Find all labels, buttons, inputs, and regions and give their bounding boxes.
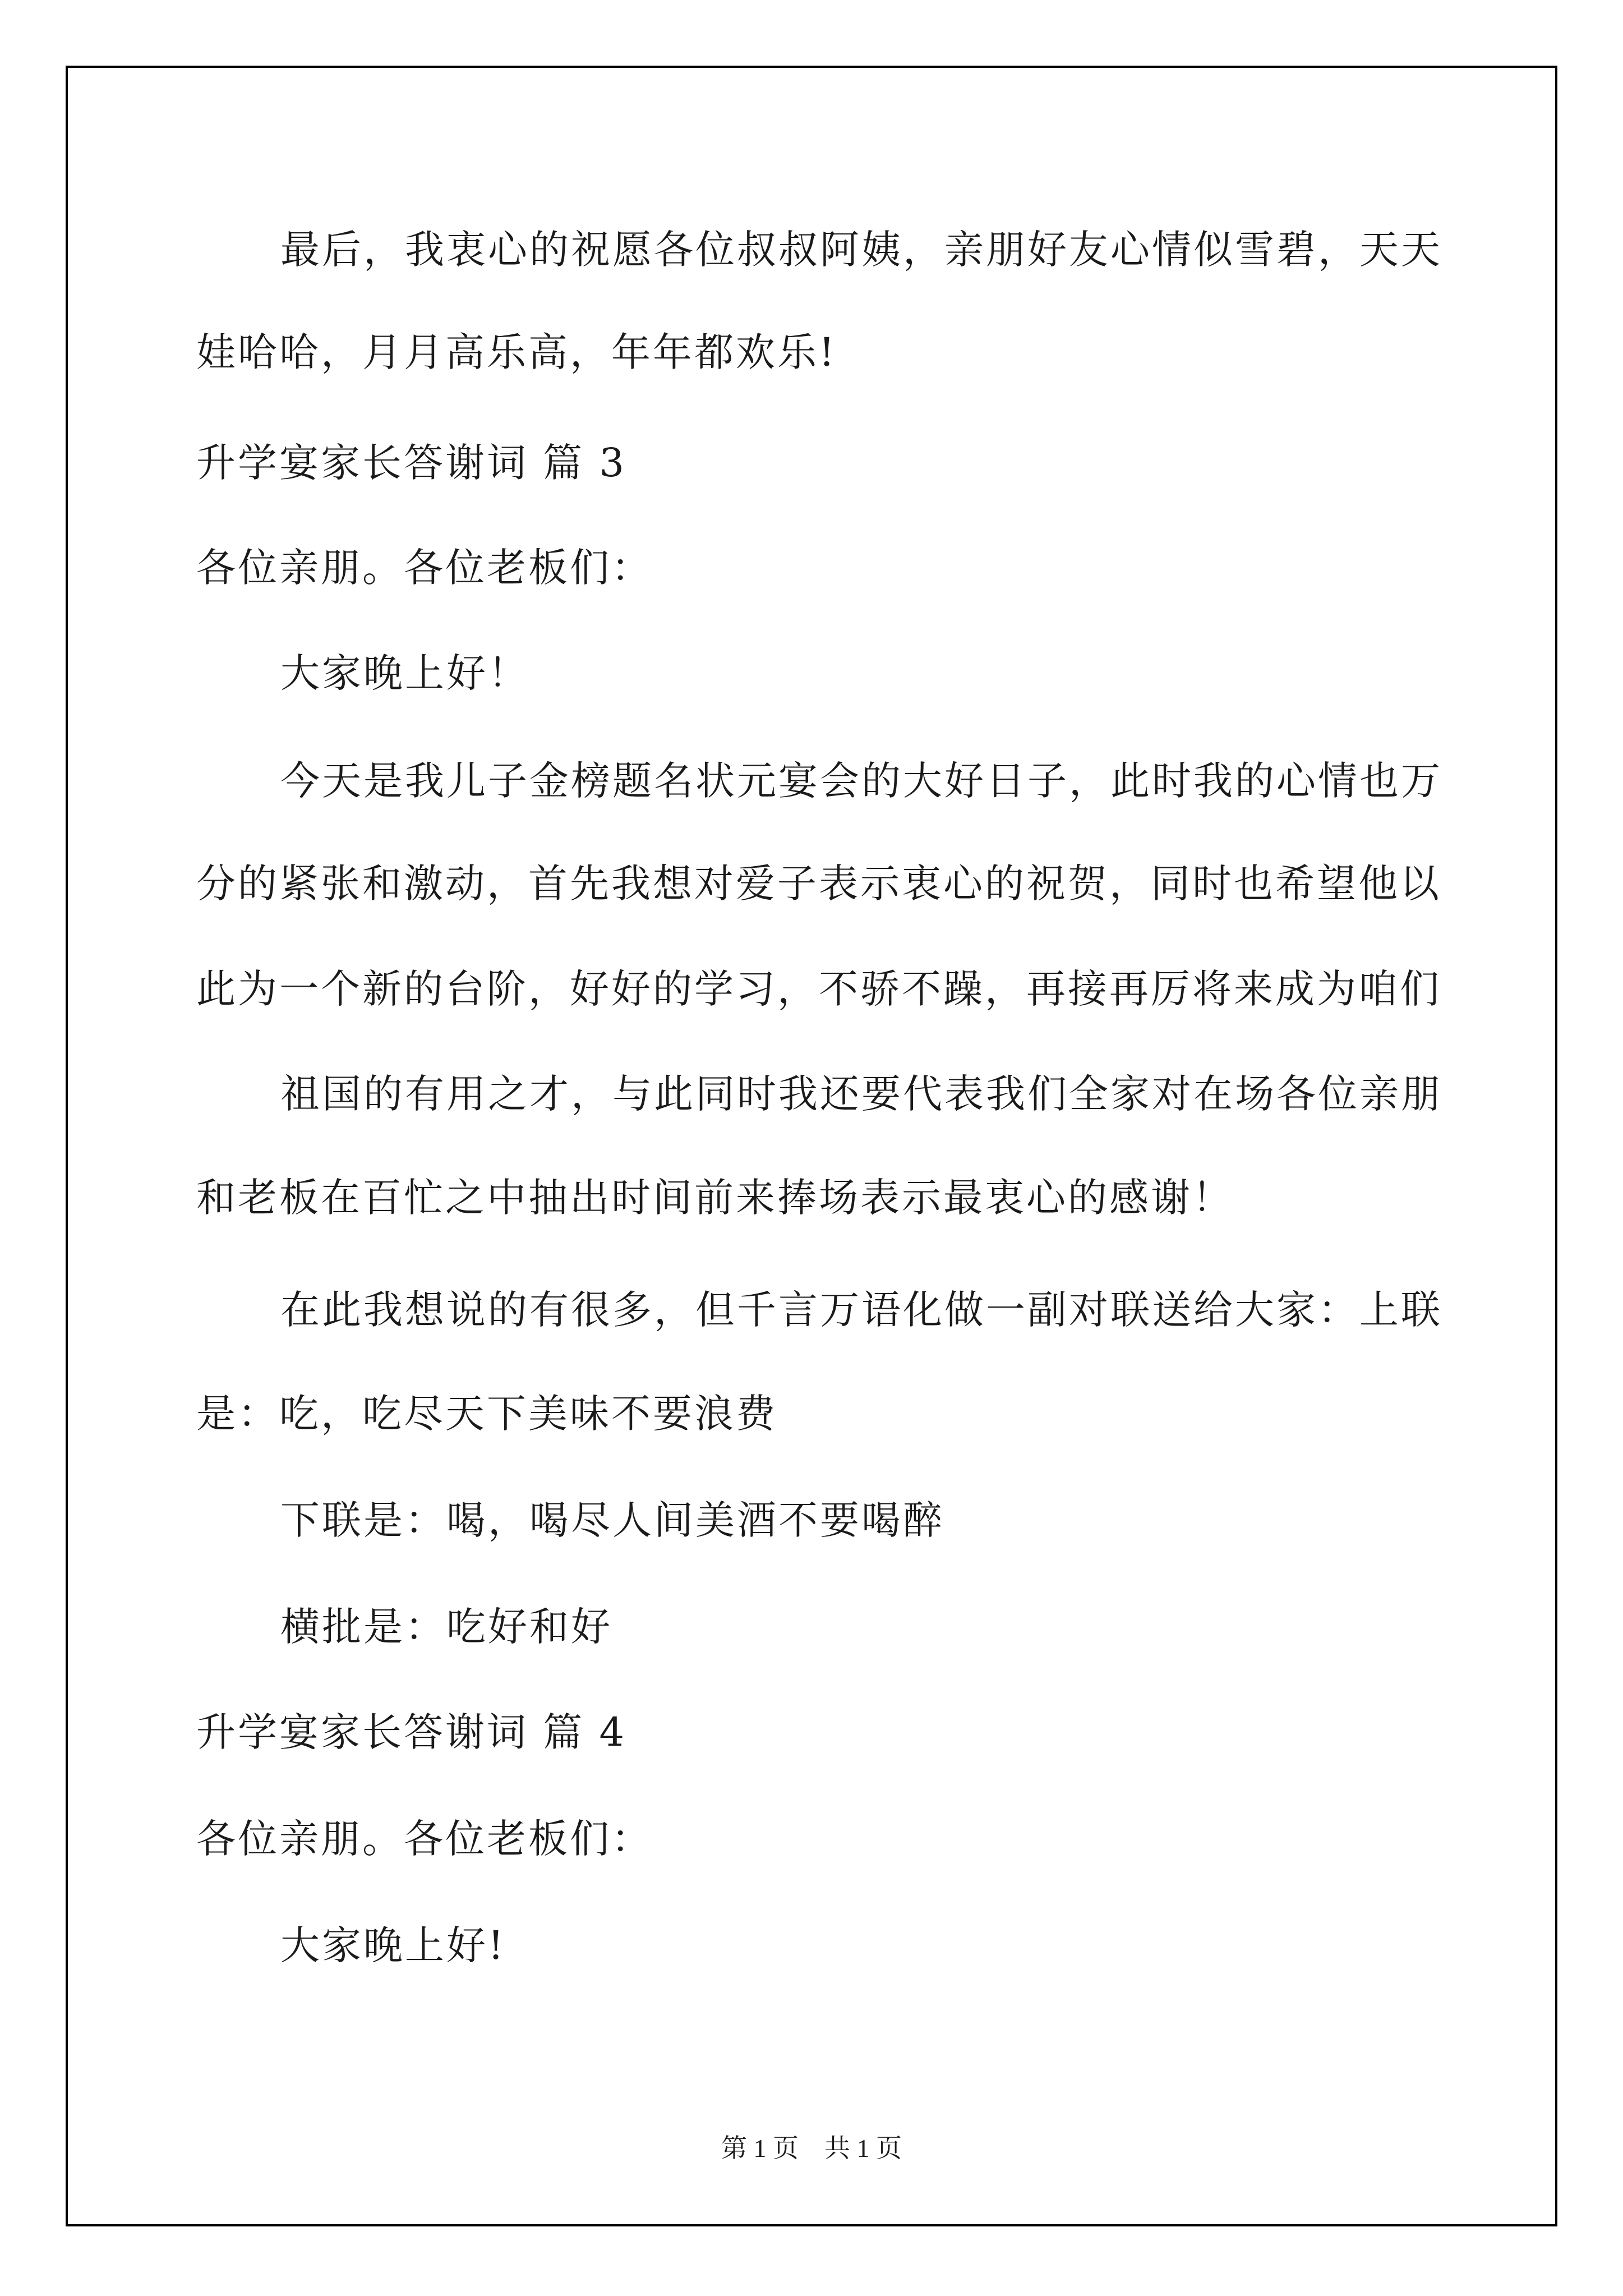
paragraph-line-1: 最后，我衷心的祝愿各位叔叔阿姨，亲朋好友心情似雪碧，天天 — [280, 227, 1442, 273]
paragraph-line-8: 此为一个新的台阶，好好的学习，不骄不躁，再接再厉将来成为咱们 — [196, 966, 1441, 1012]
paragraph-line-14: 横批是：吃好和好 — [280, 1604, 612, 1650]
salutation-line-2: 各位亲朋。各位老板们： — [196, 1816, 653, 1862]
paragraph-line-7: 分的紧张和激动，首先我想对爱子表示衷心的祝贺，同时也希望他以 — [196, 861, 1441, 907]
greeting-line-2: 大家晚上好! — [280, 1922, 506, 1968]
paragraph-line-12: 是：吃，吃尽天下美味不要浪费 — [196, 1391, 777, 1437]
section-heading-3: 升学宴家长答谢词 篇 3 — [196, 440, 627, 486]
paragraph-line-11: 在此我想说的有很多，但千言万语化做一副对联送给大家：上联 — [280, 1287, 1442, 1333]
salutation-line: 各位亲朋。各位老板们： — [196, 545, 653, 591]
page-border — [66, 66, 1557, 2226]
page-footer: 第 1 页 共 1 页 — [721, 2134, 902, 2162]
paragraph-line-10: 和老板在百忙之中抽出时间前来捧场表示最衷心的感谢！ — [196, 1175, 1234, 1221]
greeting-line: 大家晚上好！ — [280, 650, 529, 696]
paragraph-line-13: 下联是：喝，喝尽人间美酒不要喝醉 — [280, 1497, 944, 1543]
section-heading-4: 升学宴家长答谢词 篇 4 — [196, 1709, 627, 1755]
paragraph-line-9: 祖国的有用之才，与此同时我还要代表我们全家对在场各位亲朋 — [280, 1071, 1442, 1117]
paragraph-line-6: 今天是我儿子金榜题名状元宴会的大好日子，此时我的心情也万 — [280, 758, 1442, 804]
paragraph-line-2: 娃哈哈，月月高乐高，年年都欢乐! — [196, 329, 837, 375]
